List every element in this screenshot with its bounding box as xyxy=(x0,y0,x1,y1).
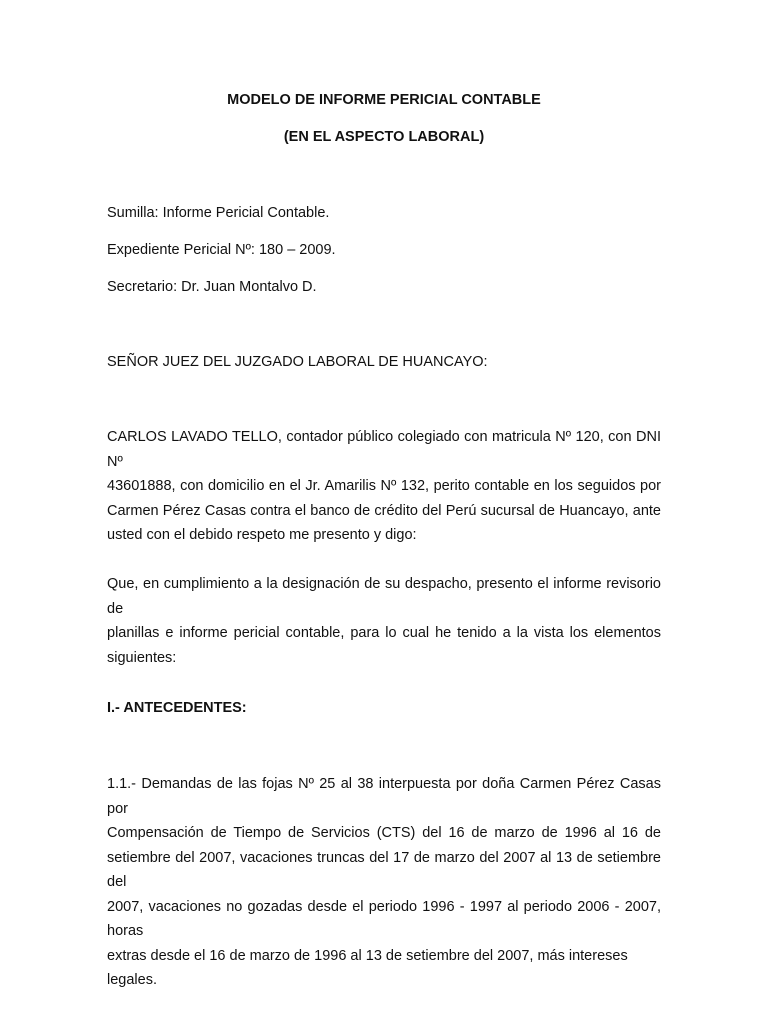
intro-line: 43601888, con domicilio en el Jr. Amarilis Nº 132, perito contable en los seguidos por xyxy=(107,478,661,494)
addressee-line: SEÑOR JUEZ DEL JUZGADO LABORAL DE HUANCAYO: xyxy=(107,354,488,370)
item-line: extras desde el 16 de marzo de 1996 al 13 de setiembre del 2007, más intereses legales. xyxy=(107,947,628,988)
request-line: siguientes: xyxy=(107,649,177,666)
secretario-line: Secretario: Dr. Juan Montalvo D. xyxy=(107,279,317,295)
document-title: MODELO DE INFORME PERICIAL CONTABLE xyxy=(227,92,541,108)
request-paragraph xyxy=(107,572,661,670)
intro-line: Carmen Pérez Casas contra el banco de crédito del Perú sucursal de Huancayo, ante xyxy=(107,502,661,519)
intro-line: usted con el debido respeto me presento y digo: xyxy=(107,527,417,543)
intro-paragraph xyxy=(107,425,661,548)
intro-line: CARLOS LAVADO TELLO, contador público colegiado con matricula Nº 120, con DNI Nº xyxy=(107,429,661,470)
item-1-1-paragraph xyxy=(107,772,661,993)
request-line: Que, en cumplimiento a la designación de su despacho, presento el informe revisorio de xyxy=(107,576,661,617)
request-line: planillas e informe pericial contable, para lo cual he tenido a la vista los elementos xyxy=(107,625,661,641)
item-line: setiembre del 2007, vacaciones truncas del 17 de marzo del 2007 al 13 de setiembre del xyxy=(107,849,661,890)
document-subtitle: (EN EL ASPECTO LABORAL) xyxy=(283,129,485,145)
sumilla-line: Sumilla: Informe Pericial Contable. xyxy=(107,205,330,221)
item-line: Compensación de Tiempo de Servicios (CTS) del 16 de marzo de 1996 al 16 de xyxy=(107,825,661,841)
item-line: 2007, vacaciones no gozadas desde el periodo 1996 - 1997 al periodo 2006 - 2007, horas xyxy=(107,898,661,939)
expediente-line: Expediente Pericial Nº: 180 – 2009. xyxy=(107,242,336,258)
item-line: 1.1.- Demandas de las fojas Nº 25 al 38 interpuesta por doña Carmen Pérez Casas por xyxy=(107,776,661,817)
section-heading: I.- ANTECEDENTES: xyxy=(107,700,247,716)
